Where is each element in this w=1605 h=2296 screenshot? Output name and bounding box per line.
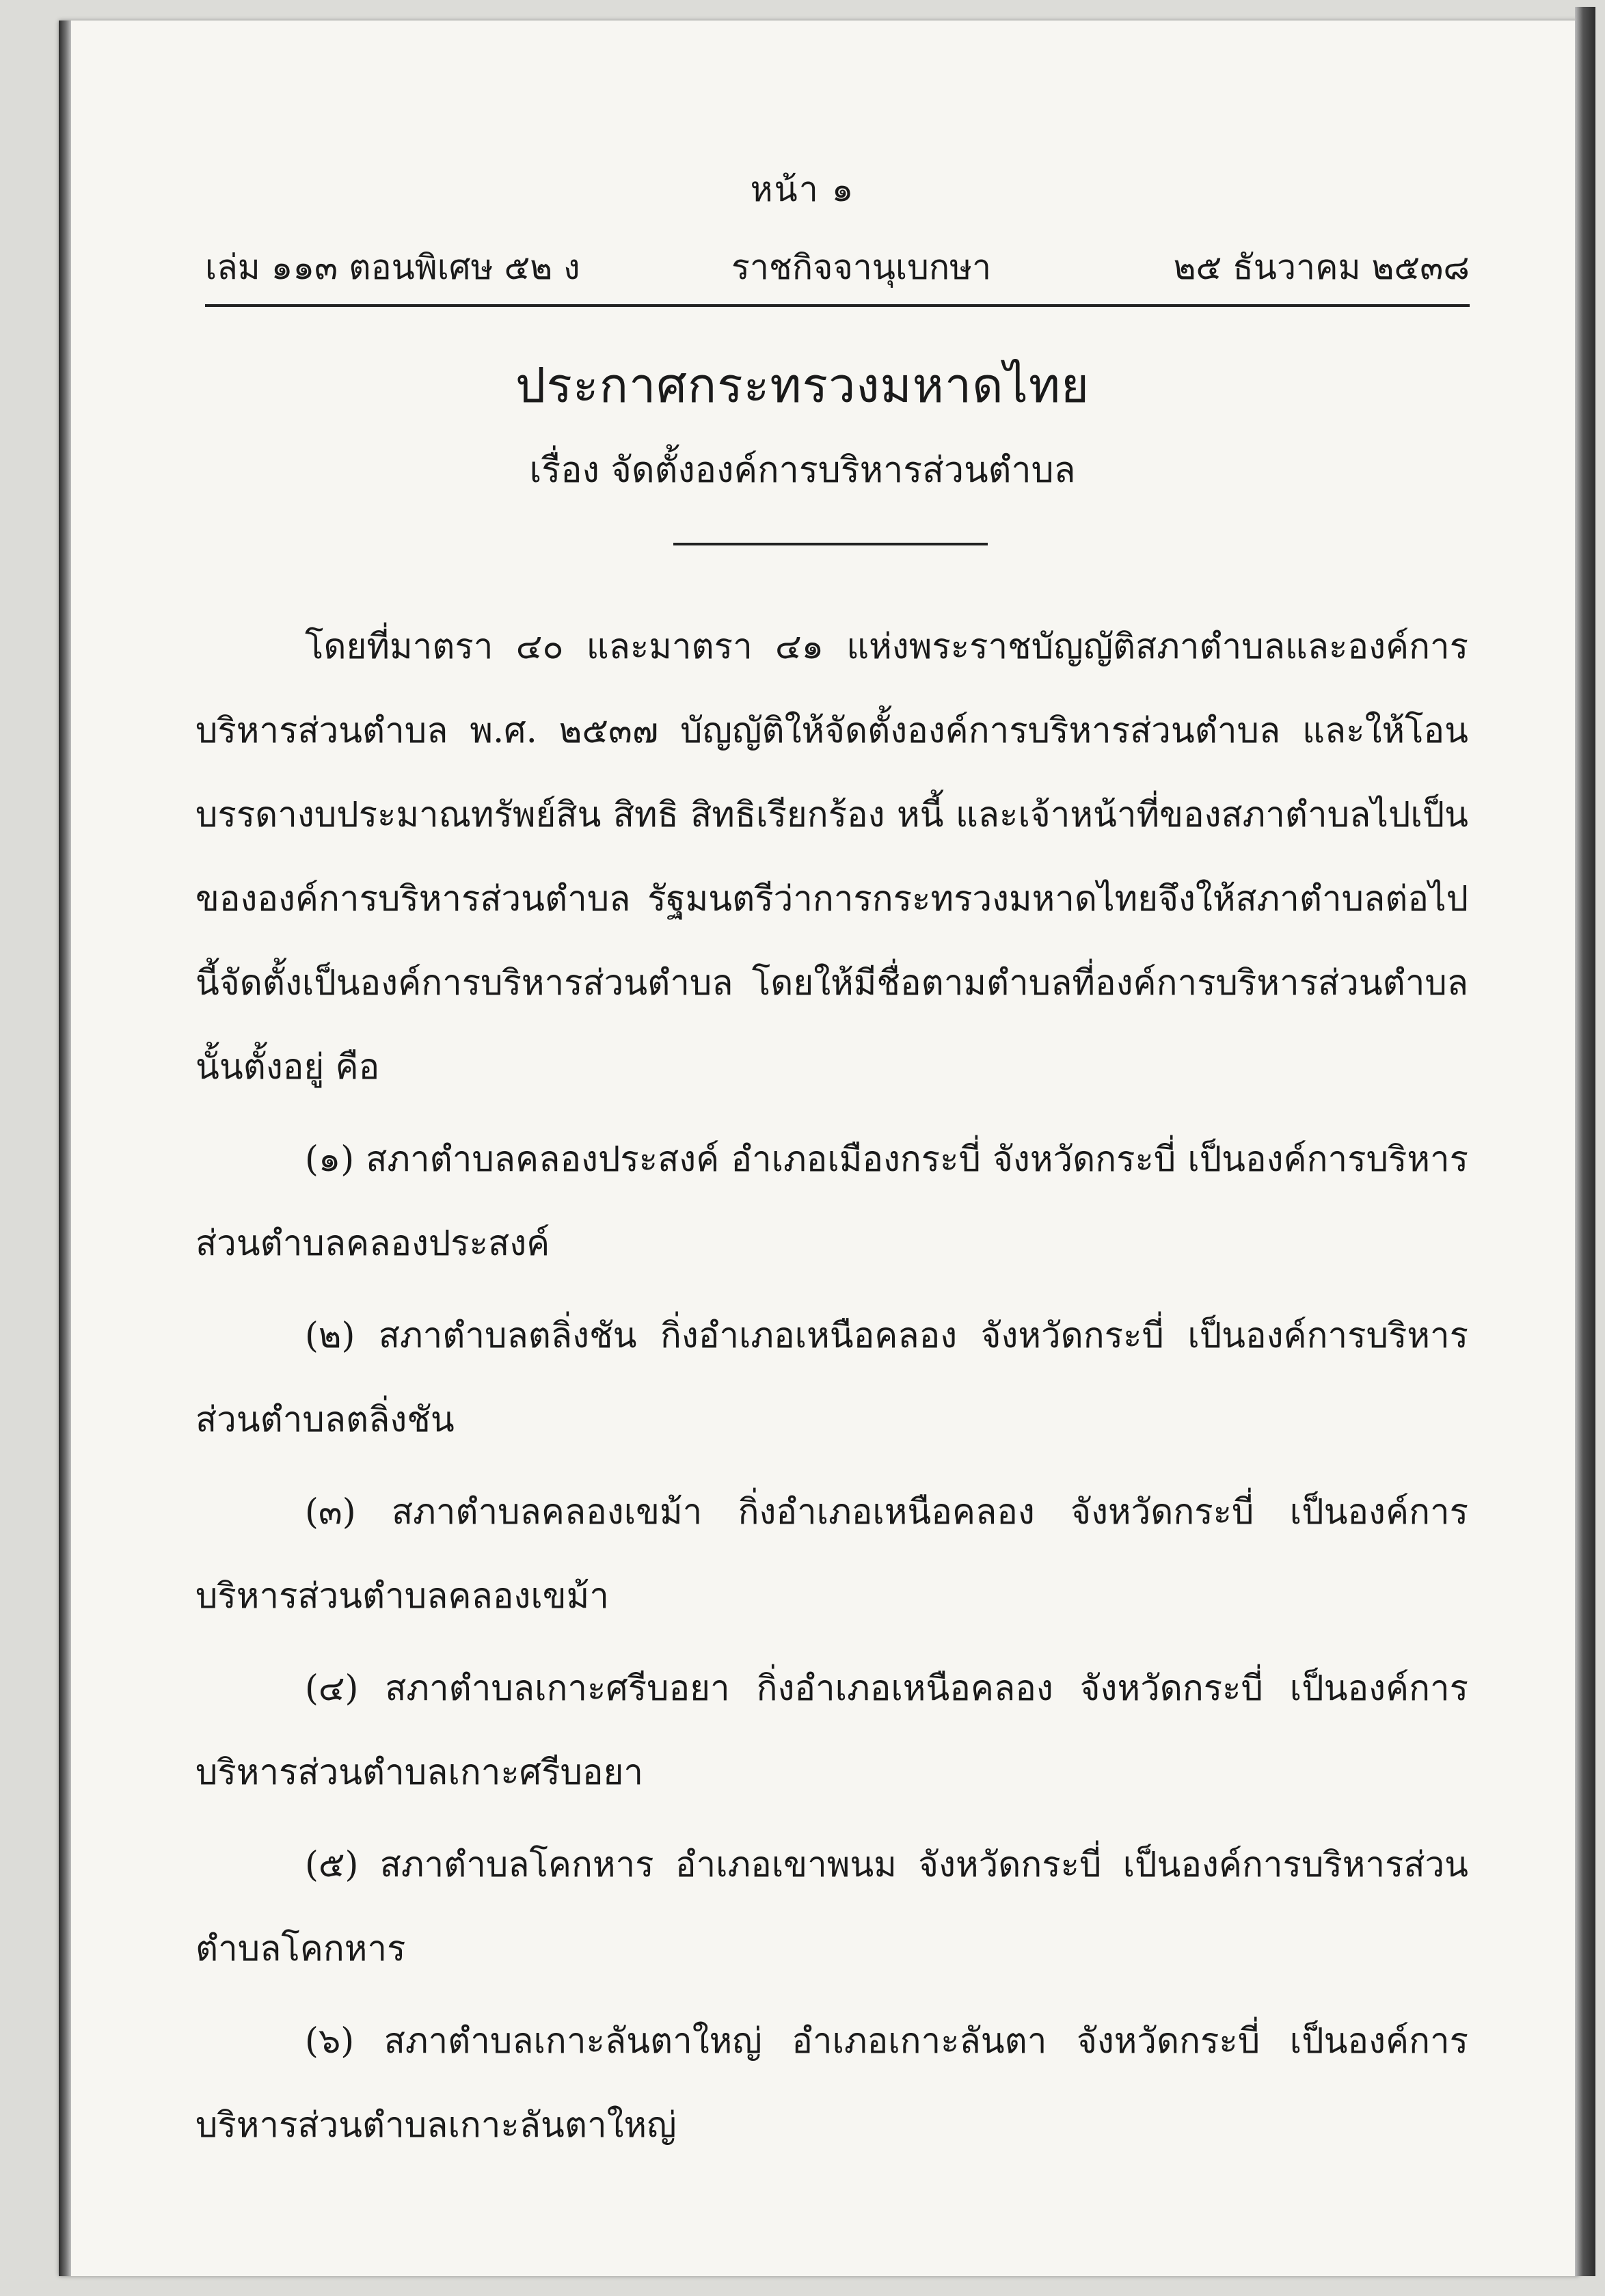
list-item: (๕) สภาตำบลโคกหาร อำเภอเขาพนม จังหวัดกระบี่ เป็นองค์การบริหารส่วนตำบลโคกหาร bbox=[195, 1845, 1468, 1969]
gazette-header bbox=[205, 241, 1470, 288]
document-title: ประกาศกระทรวงมหาดไทย bbox=[515, 357, 1090, 414]
list-item: (๖) สภาตำบลเกาะลันตาใหญ่ อำเภอเกาะลันตา จังหวัดกระบี่ เป็นองค์การบริหารส่วนตำบลเกาะลันตาใหญ่ bbox=[195, 2021, 1468, 2146]
document-subject: เรื่อง จัดตั้งองค์การบริหารส่วนตำบล bbox=[529, 450, 1076, 491]
header-rule bbox=[205, 304, 1470, 307]
publication-name: ราชกิจจานุเบกษา bbox=[731, 247, 992, 287]
volume-issue: เล่ม ๑๑๓ ตอนพิเศษ ๕๒ ง bbox=[205, 247, 580, 287]
list-item: (๔) สภาตำบลเกาะศรีบอยา กิ่งอำเภอเหนือคลอง จังหวัดกระบี่ เป็นองค์การบริหารส่วนตำบลเกาะศรีบอยา bbox=[195, 1669, 1468, 1793]
intro-paragraph: โดยที่มาตรา ๔๐ และมาตรา ๔๑ แห่งพระราชบัญญัติสภาตำบลและองค์การบริหารส่วนตำบล พ.ศ. ๒๕๓๗ บัญญัติให้จัดตั้งองค์การบริหารส่วนตำบล และให้โอนบรรดางบประมาณทรัพย์สิน สิทธิ สิทธิเรียกร้อง หนี้ และเจ้าหน้าที่ของสภาตำบลไปเป็นขององค์การบริหารส่วนตำบล รัฐมนตรีว่าการกระทรวงมหาดไทยจึงให้สภาตำบลต่อไปนี้จัดตั้งเป็นองค์การบริหารส่วนตำบล โดยให้มีชื่อตามตำบลที่องค์การบริหารส่วนตำบลนั้นตั้งอยู่ คือ bbox=[195, 627, 1468, 1088]
list-item: (๑) สภาตำบลคลองประสงค์ อำเภอเมืองกระบี่ จังหวัดกระบี่ เป็นองค์การบริหารส่วนตำบลคลองประสงค์ bbox=[195, 1139, 1468, 1264]
page-number: หน้า ๑ bbox=[750, 170, 855, 209]
list-item: (๓) สภาตำบลคลองเขม้า กิ่งอำเภอเหนือคลอง จังหวัดกระบี่ เป็นองค์การบริหารส่วนตำบลคลองเขม้า bbox=[195, 1492, 1468, 1617]
list-item: (๒) สภาตำบลตลิ่งชัน กิ่งอำเภอเหนือคลอง จังหวัดกระบี่ เป็นองค์การบริหารส่วนตำบลตลิ่งชัน bbox=[195, 1316, 1468, 1440]
title-divider bbox=[673, 543, 988, 545]
document-body bbox=[195, 605, 1468, 2167]
publication-date: ๒๕ ธันวาคม ๒๕๓๘ bbox=[1173, 247, 1470, 287]
